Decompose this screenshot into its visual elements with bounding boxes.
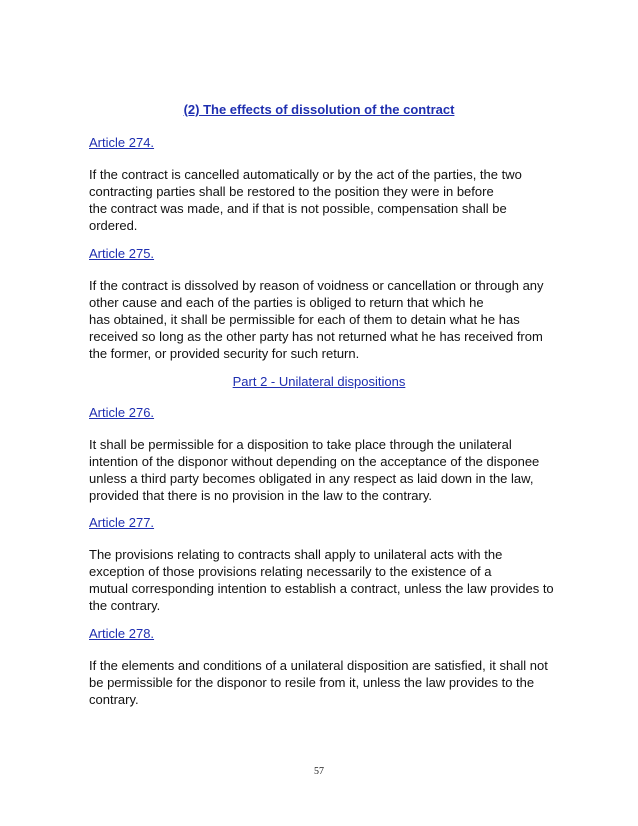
text-line: contrary. [89,692,139,707]
text-line: contracting parties shall be restored to the position they were in before [89,184,494,199]
text-line: ordered. [89,218,138,233]
article-276-link[interactable]: Article 276. [89,405,155,420]
text-line: the contract was made, and if that is not possible, compensation shall be [89,201,507,216]
text-line: mutual corresponding intention to establish a contract, unless the law provides to [89,581,554,596]
article-274-text [89,166,559,234]
text-line: provided that there is no provision in the law to the contrary. [89,488,433,503]
text-line: exception of those provisions relating necessarily to the existence of a [89,564,492,579]
text-line: It shall be permissible for a disposition to take place through the unilateral [89,437,512,452]
text-line: If the elements and conditions of a unilateral disposition are satisfied, it shall not [89,658,548,673]
text-line: other cause and each of the parties is obliged to return that which he [89,295,484,310]
text-line: received so long as the other party has not returned what he has received from [89,329,543,344]
page-number: 57 [314,766,324,777]
part-2-link[interactable]: Part 2 - Unilateral dispositions [232,374,406,389]
article-277-text [89,546,559,614]
text-line: the former, or provided security for such return. [89,346,360,361]
section-heading: (2) The effects of dissolution of the contract [183,102,455,117]
article-275-link[interactable]: Article 275. [89,246,155,261]
text-line: If the contract is cancelled automatically or by the act of the parties, the two [89,167,522,182]
text-line: be permissible for the disponor to resile from it, unless the law provides to the [89,675,535,690]
text-line: has obtained, it shall be permissible for each of them to detain what he has [89,312,520,327]
text-line: intention of the disponor without depending on the acceptance of the disponee [89,454,540,469]
article-277-link[interactable]: Article 277. [89,515,155,530]
article-274-link[interactable]: Article 274. [89,135,155,150]
article-275-text [89,277,559,362]
article-278-text [89,657,559,708]
article-278-link[interactable]: Article 278. [89,626,155,641]
article-276-text [89,436,559,504]
text-line: If the contract is dissolved by reason of voidness or cancellation or through any [89,278,544,293]
text-line: unless a third party becomes obligated in any respect as laid down in the law, [89,471,534,486]
text-line: The provisions relating to contracts shall apply to unilateral acts with the [89,547,503,562]
text-line: the contrary. [89,598,161,613]
